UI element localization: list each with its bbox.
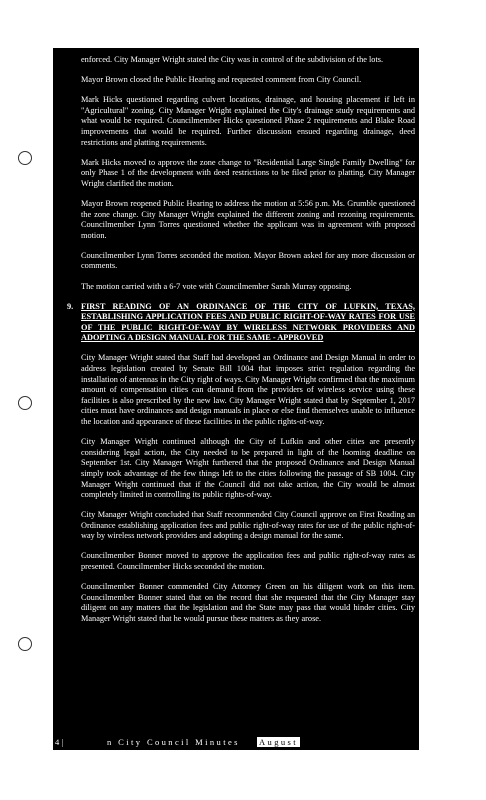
agenda-item-number: 9. (67, 301, 74, 311)
paragraph: Mayor Brown closed the Public Hearing and requested comment from City Council. (81, 75, 362, 85)
paragraph: Councilmember Bonner moved to approve the application fees and public right-of-way rates as presented. Councilmember Hicks seconded the motion. (81, 551, 415, 572)
binder-hole-top (18, 151, 32, 165)
paragraph: Councilmember Lynn Torres seconded the motion. Mayor Brown asked for any more discussion or comments. (81, 250, 415, 271)
agenda-item (67, 301, 415, 344)
footer-month: August (259, 737, 298, 747)
paragraph: Mayor Brown reopened Public Hearing to address the motion at 5:56 p.m. Ms. Grumble questioned the zone change. City Manager Wright explained the different zoning and rezoning requirements. Councilmember Lynn Torres questioned whether the applicant was in agreement with proposed motion. (81, 198, 415, 240)
binder-hole-middle (18, 396, 32, 410)
page-footer (53, 734, 419, 750)
paragraph: enforced. City Manager Wright stated the City was in control of the subdivision of the lots. (81, 55, 384, 64)
paragraph: The motion carried with a 6-7 vote with Councilmember Sarah Murray opposing. (81, 281, 352, 291)
paragraph: Mark Hicks moved to approve the zone change to "Residential Large Single Family Dwelling" for only Phase 1 of the development with deed restrictions to be filed prior to platting. City Manager Wright clarified the motion. (81, 157, 415, 188)
paragraph: Councilmember Bonner commended City Attorney Green on his diligent work on this item. Councilmember Bonner stated that on the record that she requested that the City Manager stay diligent on any matters that the legislation and the State may pass that would hinder cities. City Manager Wright stated that he would pursue these matters as they arose. (81, 582, 415, 623)
binder-hole-bottom (18, 637, 32, 651)
paragraph: City Manager Wright continued although the City of Lufkin and other cities are presently considering legal action, the City needed to be prepared in light of the looming deadline on September 1st. City Manager Wright furthered that the proposed Ordinance and Design Manual simply took advantage of the few things left to the cities following the passage of SB 1004. City Manager Wright continued that if the Council did not take action, the City would be almost completely limited in controlling its public rights-of-way. (81, 437, 415, 500)
page-number: 4 | (55, 737, 64, 747)
agenda-item-title: FIRST READING OF AN ORDINANCE OF THE CITY OF LUFKIN, TEXAS, ESTABLISHING APPLICATION FEES AND PUBLIC RIGHT-OF-WAY RATES FOR USE OF THE PUBLIC RIGHT-OF-WAY BY WIRELESS NETWORK PROVIDERS AND ADOPTING A DESIGN MANUAL FOR THE SAME - APPROVED (81, 301, 415, 343)
paragraph: Mark Hicks questioned regarding culvert locations, drainage, and housing placement if left in "Agricultural" zoning. City Manager Wright explained the City's drainage study requirements and what would be required. Councilmember Hicks questioned Phase 2 requirements and Blake Road improvements that would be required. Further discussion ensued regarding drainage, deed restrictions and platting requirements. (81, 95, 415, 147)
paragraph: City Manager Wright stated that Staff had developed an Ordinance and Design Manual in order to address legislation created by Senate Bill 1004 that imposes strict regulation regarding the installation of antennas in the City right of ways. City Manager Wright confirmed that the maximum amount of compensation cities can demand from the providers of wireless service using these facilities is also prescribed by the new law. City Manager Wright stated that by September 1, 2017 cities must have ordinances and design manuals in place or else find themselves unable to influence the location and appearance of these facilities in the public rights-of-way. (81, 353, 415, 427)
footer-title: n City Council Minutes (107, 737, 240, 747)
minutes-page (53, 48, 419, 750)
paragraph: City Manager Wright concluded that Staff recommended City Council approve on First Reading an Ordinance establishing application fees and public right-of-way rates for use of the public right-of- way by wireless network providers and adopting a design manual for the same. (81, 510, 415, 541)
